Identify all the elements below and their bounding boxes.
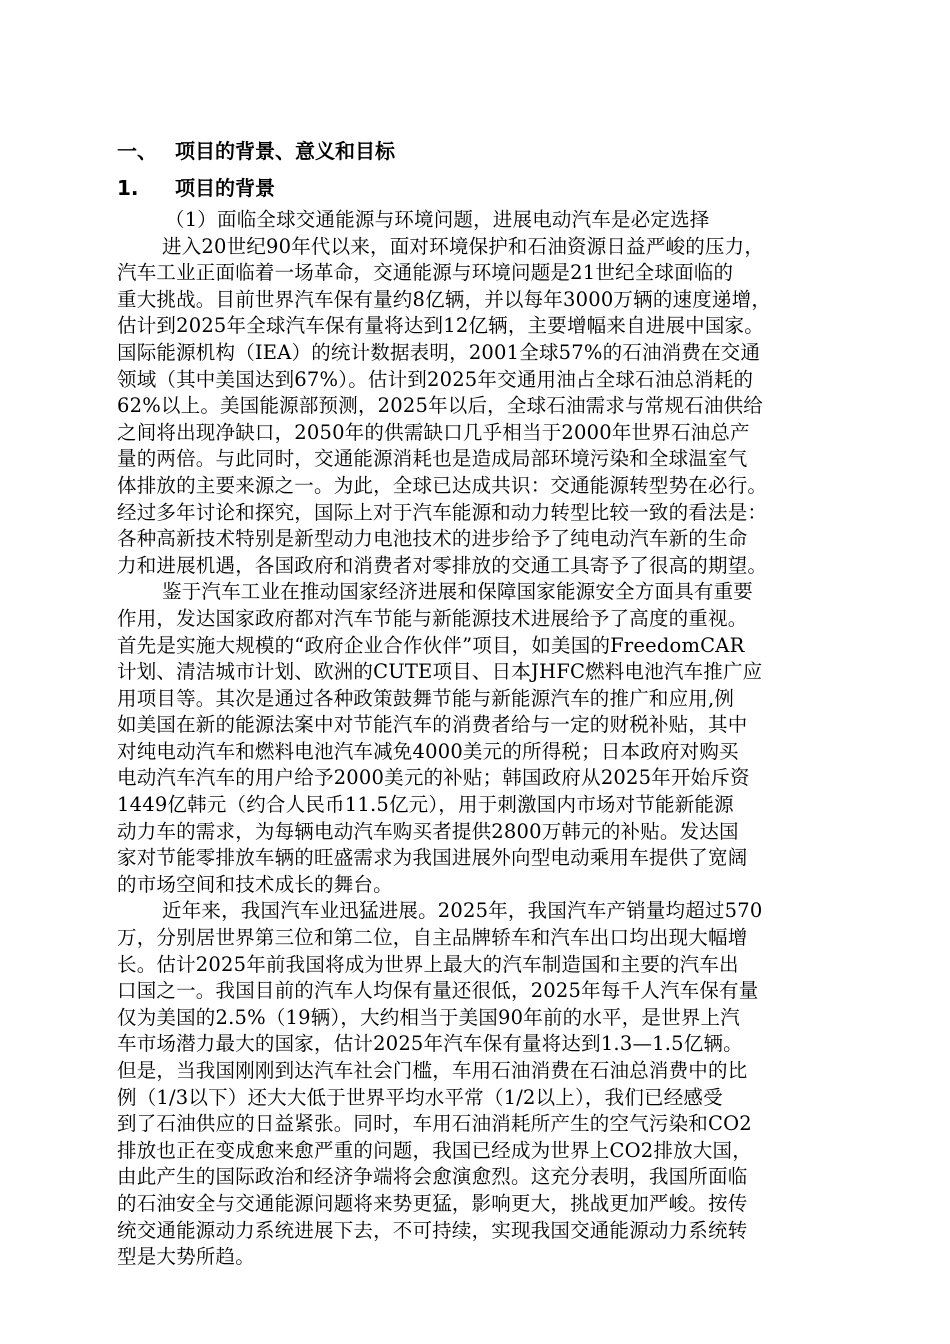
subsection-heading — [117, 175, 275, 201]
paragraph-line: 经过多年讨论和探究，国际上对于汽车能源和动力转型比较一致的看法是： — [117, 500, 768, 524]
paragraph-line: 仅为美国的2.5%（19辆），大约相当于美国90年前的水平，是世界上汽 — [117, 1005, 740, 1029]
paragraph-line: 估计到2025年全球汽车保有量将达到12亿辆，主要增幅来自进展中国家。 — [117, 314, 764, 338]
paragraph-line: 电动汽车汽车的用户给予2000美元的补贴；韩国政府从2025年开始斥资 — [117, 766, 750, 790]
paragraph-line: 领域（其中美国达到67%）。估计到2025年交通用油占全球石油总消耗的 — [117, 367, 754, 391]
paragraph-line: 作用，发达国家政府都对汽车节能与新能源技术进展给予了高度的重视。 — [117, 606, 748, 630]
paragraph-line: 重大挑战。目前世界汽车保有量约8亿辆，并以每年3000万辆的速度递增， — [117, 287, 772, 311]
paragraph-line: 的石油安全与交通能源问题将来势更猛，影响更大，挑战更加严峻。按传 — [117, 1191, 748, 1215]
paragraph-line: 各种高新技术特别是新型动力电池技术的进步给予了纯电动汽车新的生命 — [117, 527, 748, 551]
paragraph-line: 国际能源机构（IEA）的统计数据表明，2001全球57%的石油消费在交通 — [117, 340, 761, 364]
paragraph-line: 计划、清洁城市计划、欧洲的CUTE项目、日本JHFC燃料电池汽车推广应 — [117, 660, 763, 684]
paragraph-line: 体排放的主要来源之一。为此，全球已达成共识：交通能源转型势在必行。 — [117, 473, 768, 497]
paragraph-line: 的市场空间和技术成长的舞台。 — [117, 872, 393, 896]
paragraph-line: 车市场潜力最大的国家，估计2025年汽车保有量将达到1.3—1.5亿辆。 — [117, 1032, 743, 1056]
paragraph-line: 型是大势所趋。 — [117, 1245, 255, 1269]
paragraph-line: 1449亿韩元（约合人民币11.5亿元），用于刺激国内市场对节能新能源 — [117, 793, 734, 817]
paragraph-line: 万，分别居世界第三位和第二位，自主品牌轿车和汽车出口均出现大幅增 — [117, 926, 748, 950]
paragraph-line: 统交通能源动力系统进展下去，不可持续，实现我国交通能源动力系统转 — [117, 1218, 748, 1242]
paragraph-line: 动力车的需求，为每辆电动汽车购买者提供2800万韩元的补贴。发达国 — [117, 819, 739, 843]
paragraph-line: 鉴于汽车工业在推动国家经济进展和保障国家能源安全方面具有重要 — [162, 580, 754, 604]
subsection-title: 项目的背景 — [175, 176, 275, 200]
paragraph-line: 力和进展机遇，各国政府和消费者对零排放的交通工具寄予了很高的期望。 — [117, 553, 768, 577]
paragraph-line: 用项目等。其次是通过各种政策鼓舞节能与新能源汽车的推广和应用,例 — [117, 686, 735, 710]
body-text — [117, 207, 847, 1271]
paragraph-line: 进入20世纪90年代以来，面对环境保护和石油资源日益严峻的压力， — [162, 234, 765, 258]
paragraph-line: 首先是实施大规模的“政府企业合作伙伴”项目，如美国的FreedomCAR — [117, 633, 745, 657]
section-number: 一、 — [117, 139, 157, 163]
paragraph-subheading: （1）面临全球交通能源与环境问题，进展电动汽车是必定选择 — [165, 208, 710, 231]
paragraph-line: 近年来，我国汽车业迅猛进展。2025年，我国汽车产销量均超过570 — [162, 899, 763, 923]
paragraph-line: 如美国在新的能源法案中对节能汽车的消费者给与一定的财税补贴，其中 — [117, 713, 748, 737]
section-heading — [117, 138, 395, 164]
paragraph-line: 量的两倍。与此同时，交通能源消耗也是造成局部环境污染和全球温室气 — [117, 447, 748, 471]
paragraph-line: 口国之一。我国目前的汽车人均保有量还很低，2025年每千人汽车保有量 — [117, 979, 759, 1003]
paragraph-line: 之间将出现净缺口，2050年的供需缺口几乎相当于2000年世界石油总产 — [117, 420, 750, 444]
paragraph-line: 汽车工业正面临着一场革命，交通能源与环境问题是21世纪全球面临的 — [117, 261, 734, 285]
paragraph-line: 对纯电动汽车和燃料电池汽车减免4000美元的所得税；日本政府对购买 — [117, 739, 739, 763]
paragraph-line: 排放也正在变成愈来愈严重的问题，我国已经成为世界上CO2排放大国， — [117, 1138, 752, 1162]
subsection-number: 1. — [117, 176, 139, 200]
paragraph-line: 但是，当我国刚刚到达汽车社会门槛，车用石油消费在石油总消费中的比 — [117, 1059, 748, 1082]
paragraph-line: 到了石油供应的日益紧张。同时，车用石油消耗所产生的空气污染和CO2 — [117, 1112, 752, 1136]
paragraph-line: 家对节能零排放车辆的旺盛需求为我国进展外向型电动乘用车提供了宽阔 — [117, 846, 748, 870]
paragraph-line: 长。估计2025年前我国将成为世界上最大的汽车制造国和主要的汽车出 — [117, 952, 739, 976]
paragraph-line: 例（1/3以下）还大大低于世界平均水平常（1/2以上），我们已经感受 — [117, 1085, 723, 1109]
section-title: 项目的背景、意义和目标 — [175, 139, 395, 163]
paragraph-line: 62%以上。美国能源部预测，2025年以后，全球石油需求与常规石油供给 — [117, 394, 763, 418]
paragraph-line: 由此产生的国际政治和经济争端将会愈演愈烈。这充分表明，我国所面临 — [117, 1165, 748, 1189]
